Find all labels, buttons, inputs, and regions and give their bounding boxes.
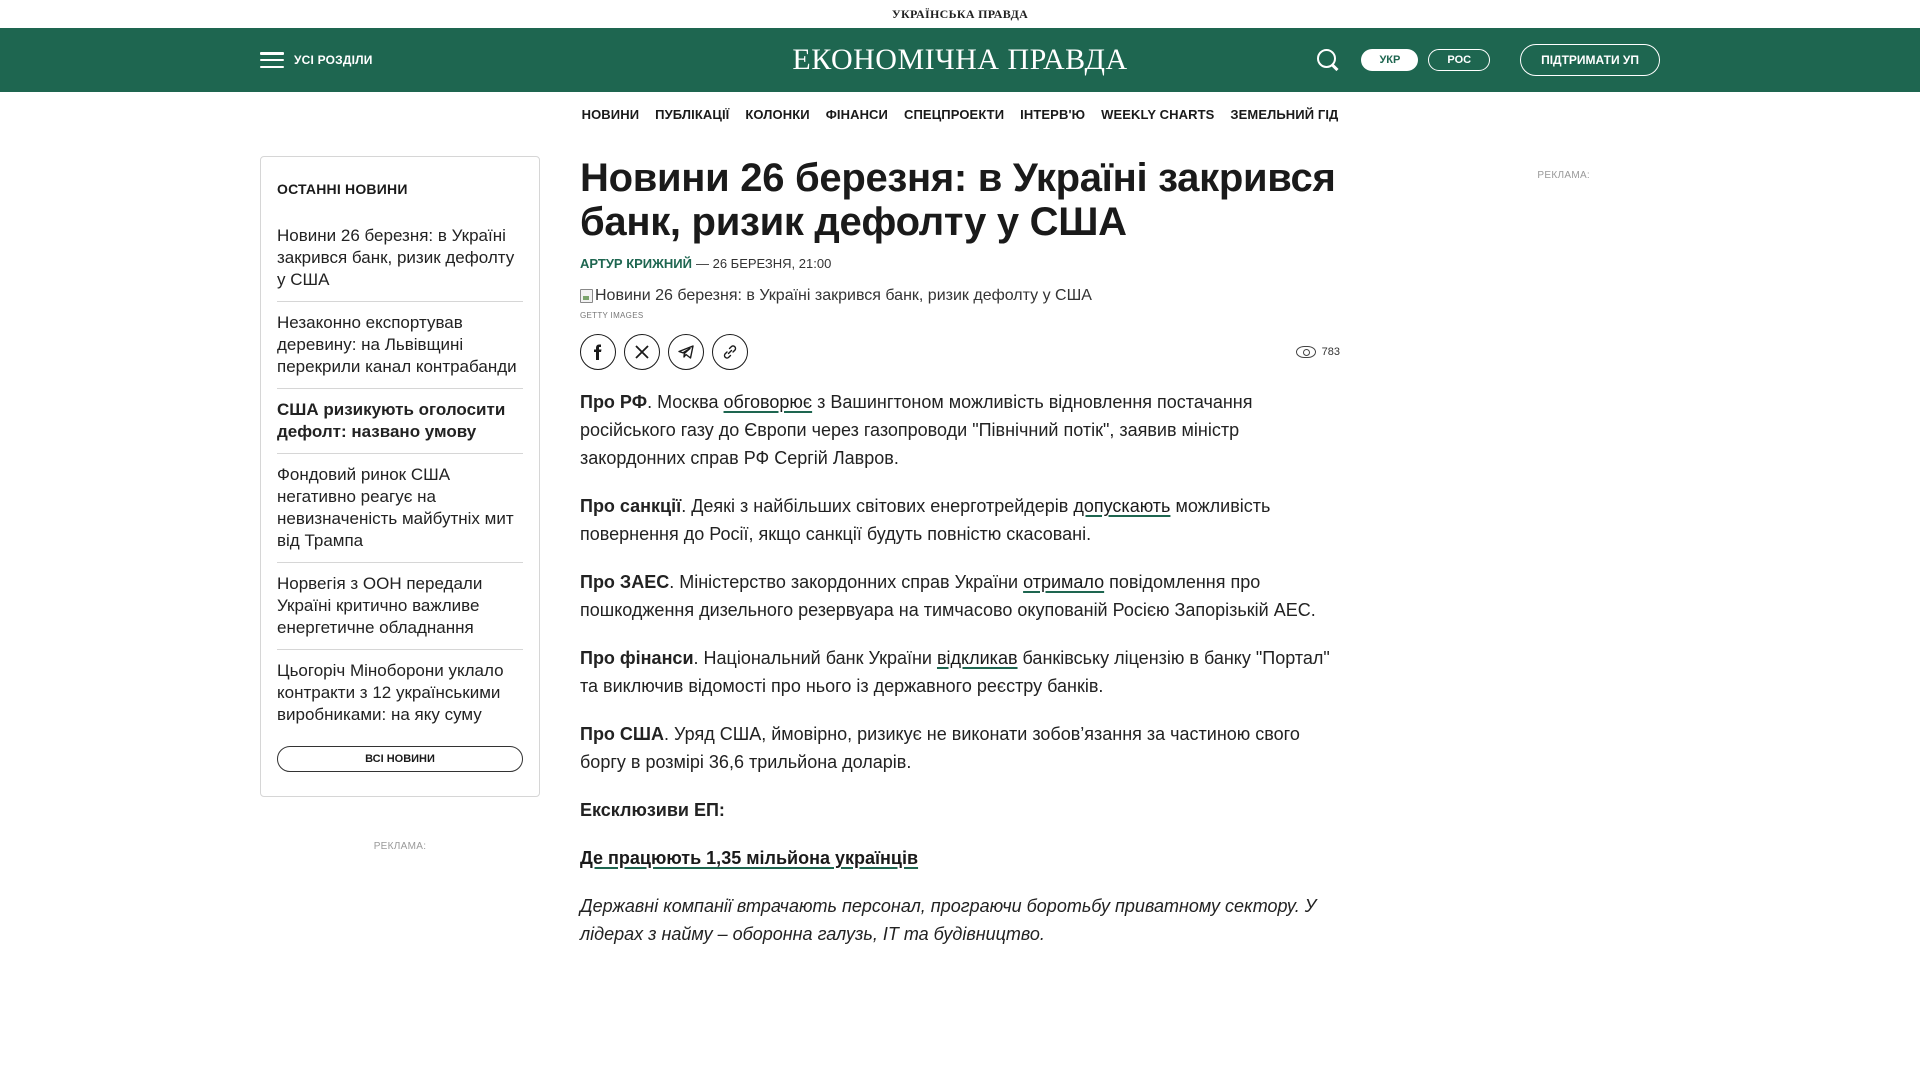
paragraph-text: . Уряд США, ймовірно, ризикує не виконати зобов’язання за частиною свого боргу в розмірі 36,6 трильйона доларів. bbox=[580, 724, 1300, 772]
article-title: Новини 26 березня: в Україні закрився банк, ризик дефолту у США bbox=[580, 156, 1336, 244]
inline-link[interactable]: допускають bbox=[1073, 496, 1171, 516]
nav-item-interviews[interactable]: ІНТЕРВ'Ю bbox=[1020, 106, 1086, 122]
nav-item-publications[interactable]: ПУБЛІКАЦІЇ bbox=[655, 106, 730, 122]
photo-credit: GETTY IMAGES bbox=[580, 311, 644, 320]
all-sections-button[interactable] bbox=[260, 52, 373, 68]
site-header bbox=[0, 28, 1920, 92]
paragraph-text: . Міністерство закордонних справ України bbox=[669, 572, 1024, 592]
telegram-icon bbox=[678, 344, 694, 360]
list-item[interactable]: Норвегія з ООН передали Україні критично важливе енергетичне обладнання bbox=[277, 563, 523, 650]
main-content bbox=[260, 136, 1660, 968]
list-item[interactable]: Цьогоріч Міноборони уклало контракти з 12 українськими виробниками: на яку суму bbox=[277, 661, 504, 724]
exclusive-summary: Державні компанії втрачають персонал, програючи боротьбу приватному сектору. У лідерах з найму – оборонна галузь, IT та будівництво. bbox=[580, 896, 1317, 944]
paragraph-text: повідомлення про пошкодження дизельного резервуара на тимчасово окупованій Росією Запорізькій АЕС. bbox=[580, 572, 1316, 620]
telegram-share-button[interactable] bbox=[668, 334, 704, 370]
hero-image bbox=[580, 287, 1340, 305]
paragraph bbox=[580, 492, 1340, 548]
paragraph-lead: Про ЗАЕС bbox=[580, 572, 670, 592]
paragraph-text: банківську ліцензію в банку "Портал" та виключив відомості про нього із державного реєстру банків. bbox=[580, 648, 1330, 696]
nav-item-columns[interactable]: КОЛОНКИ bbox=[745, 106, 810, 122]
hero-image-alt: Новини 26 березня: в Україні закрився банк, ризик дефолту у США bbox=[595, 287, 1092, 304]
inline-link[interactable]: обговорює bbox=[723, 392, 813, 412]
paragraph bbox=[580, 568, 1340, 624]
eye-icon bbox=[1296, 346, 1316, 358]
paragraph-text: . Деякі з найбільших світових енерготрейдерів bbox=[681, 496, 1074, 516]
top-bar bbox=[0, 0, 1920, 28]
x-share-button[interactable] bbox=[624, 334, 660, 370]
nav-item-weekly-charts[interactable]: WEEKLY CHARTS bbox=[1101, 106, 1215, 122]
share-row bbox=[580, 334, 1340, 370]
nav-item-news[interactable]: НОВИНИ bbox=[581, 106, 640, 122]
x-icon bbox=[634, 344, 650, 360]
byline bbox=[580, 256, 1340, 271]
views-count: 783 bbox=[1321, 346, 1340, 358]
sidebar bbox=[260, 156, 540, 968]
list-item[interactable]: Фондовий ринок США негативно реагує на невизначеність майбутніх мит від Трампа bbox=[277, 454, 523, 563]
lang-ukr-button[interactable]: УКР bbox=[1361, 49, 1418, 71]
exclusive-link[interactable]: Де працюють 1,35 мільйона українців bbox=[580, 848, 919, 868]
paragraph bbox=[580, 644, 1340, 700]
list-item[interactable]: США ризикують оголосити дефолт: названо умову bbox=[277, 389, 523, 454]
paragraph-lead: Про РФ bbox=[580, 392, 648, 412]
exclusive-item bbox=[580, 844, 1340, 872]
up-logo[interactable]: УКРАЇНСЬКА ПРАВДА bbox=[891, 6, 1029, 21]
article bbox=[580, 156, 1340, 968]
latest-news-box bbox=[260, 156, 540, 797]
paragraph-text: . Москва bbox=[647, 392, 724, 412]
inline-link[interactable]: отримало bbox=[1023, 572, 1105, 592]
main-nav bbox=[0, 92, 1920, 136]
paragraph bbox=[580, 388, 1340, 472]
facebook-icon bbox=[590, 344, 606, 360]
article-body bbox=[580, 388, 1340, 948]
broken-image-icon bbox=[580, 289, 593, 303]
copy-link-button[interactable] bbox=[712, 334, 748, 370]
paragraph-lead: Про США bbox=[580, 724, 665, 744]
inline-link[interactable]: відкликав bbox=[936, 648, 1018, 668]
author-link[interactable]: АРТУР КРИЖНИЙ bbox=[580, 256, 692, 271]
paragraph-text: . Національний банк України bbox=[693, 648, 937, 668]
paragraph-lead: Про санкції bbox=[580, 496, 682, 516]
all-news-button[interactable]: ВСІ НОВИНИ bbox=[277, 746, 523, 772]
exclusives-heading: Ексклюзиви ЕП: bbox=[580, 800, 725, 820]
ad-label: РЕКЛАМА: bbox=[1537, 170, 1590, 181]
nav-item-special-projects[interactable]: СПЕЦПРОЕКТИ bbox=[904, 106, 1005, 122]
search-icon[interactable] bbox=[1315, 47, 1341, 73]
hamburger-icon bbox=[260, 52, 284, 68]
ad-label: РЕКЛАМА: bbox=[373, 841, 427, 852]
nav-item-finance[interactable]: ФІНАНСИ bbox=[825, 106, 888, 122]
support-button[interactable]: ПІДТРИМАТИ УП bbox=[1520, 44, 1660, 76]
facebook-share-button[interactable] bbox=[580, 334, 616, 370]
site-logo[interactable]: ЕКОНОМІЧНА ПРАВДА bbox=[792, 43, 1128, 76]
paragraph-text: можливість повернення до Росії, якщо санкції будуть повністю скасовані. bbox=[580, 496, 1271, 544]
list-item[interactable]: Незаконно експортував деревину: на Львівщині перекрили канал контрабанди bbox=[277, 302, 523, 389]
lang-ros-button[interactable]: РОС bbox=[1428, 49, 1490, 71]
all-sections-label: УСІ РОЗДІЛИ bbox=[294, 53, 373, 67]
paragraph bbox=[580, 720, 1340, 776]
paragraph-lead: Про фінанси bbox=[580, 648, 694, 668]
views-counter bbox=[1296, 346, 1340, 358]
paragraph-text: з Вашингтоном можливість відновлення постачання російського газу до Європи через газопроводи "Північний потік", заявив міністр закордонних справ РФ Сергій Лавров. bbox=[580, 392, 1253, 468]
link-icon bbox=[722, 344, 738, 360]
publish-date: — 26 БЕРЕЗНЯ, 21:00 bbox=[695, 256, 832, 271]
latest-news-title: ОСТАННІ НОВИНИ bbox=[277, 181, 408, 197]
nav-item-land-guide[interactable]: ЗЕМЕЛЬНИЙ ГІД bbox=[1230, 106, 1339, 122]
list-item[interactable]: Новини 26 березня: в Україні закрився банк, ризик дефолту у США bbox=[277, 215, 523, 302]
